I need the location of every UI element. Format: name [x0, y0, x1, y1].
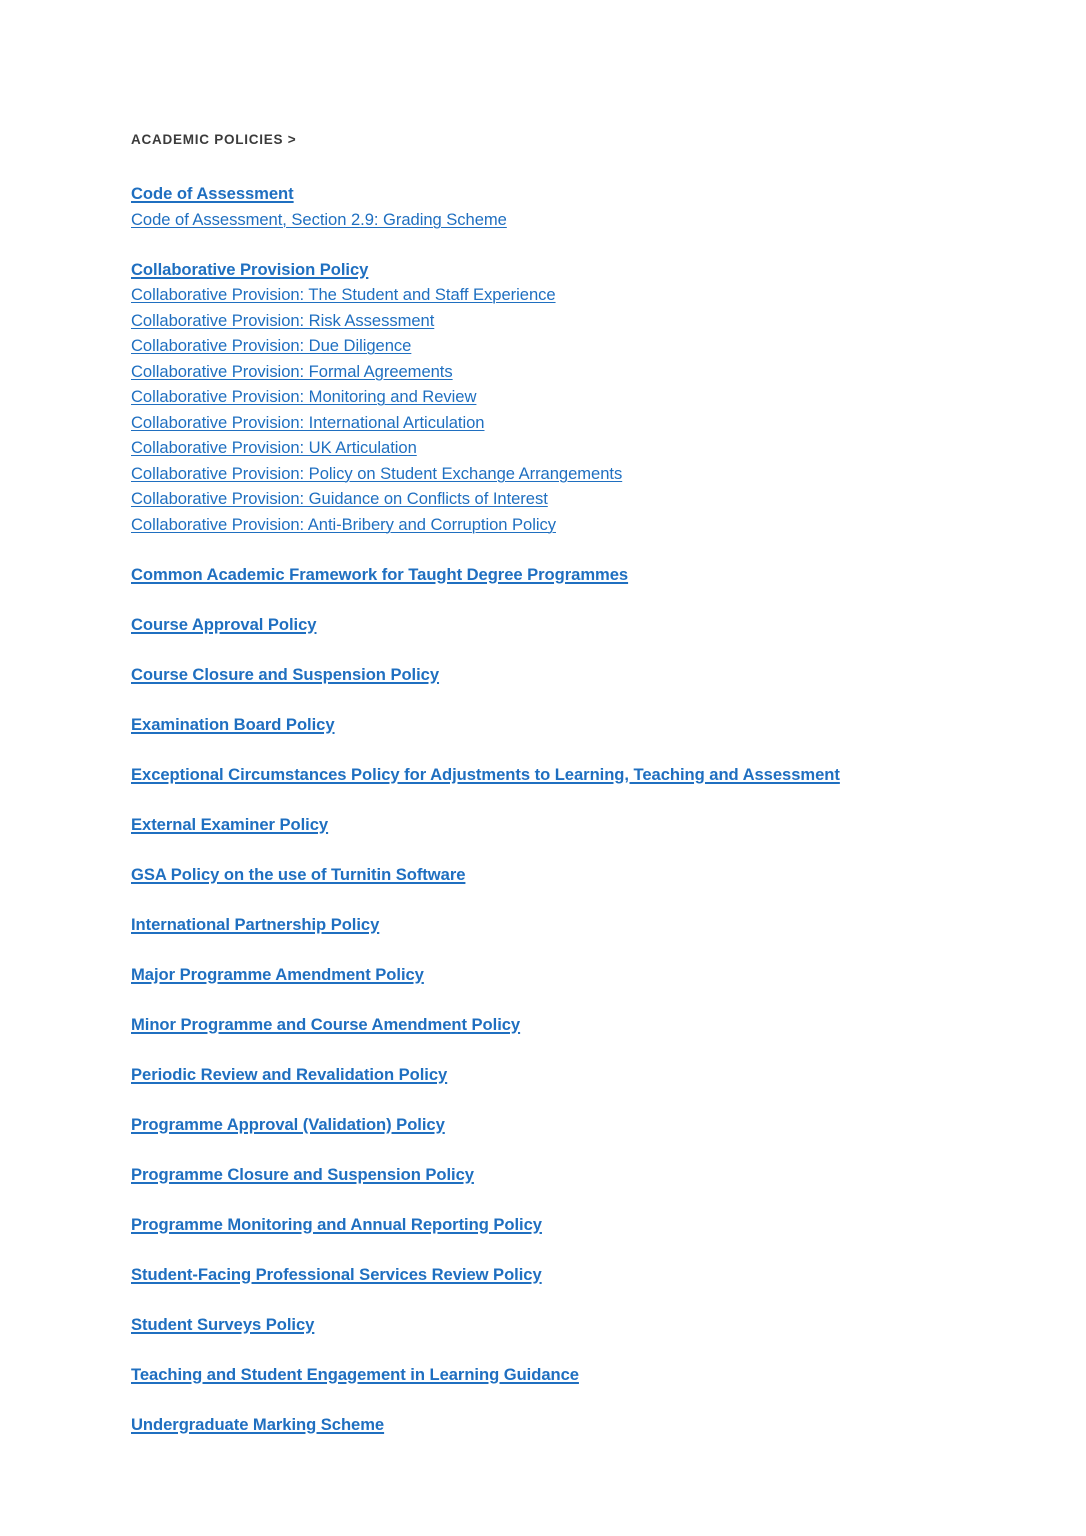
policy-link-primary[interactable]: Undergraduate Marking Scheme	[131, 1414, 385, 1434]
policy-link-line	[131, 1163, 1026, 1189]
policy-group-undergraduate-marking-scheme	[131, 1413, 1026, 1439]
policy-link-primary[interactable]: GSA Policy on the use of Turnitin Software	[131, 864, 466, 884]
policy-link-line	[131, 208, 1026, 234]
policy-link-line	[131, 309, 1026, 335]
policy-group-major-programme-amendment	[131, 963, 1026, 989]
policy-link-primary[interactable]: Teaching and Student Engagement in Learning Guidance	[131, 1364, 579, 1384]
policy-link-primary[interactable]: Programme Closure and Suspension Policy	[131, 1164, 474, 1184]
policy-link-primary[interactable]: Periodic Review and Revalidation Policy	[131, 1064, 448, 1084]
policy-group-collaborative-provision	[131, 258, 1026, 539]
policy-link-sub[interactable]: Collaborative Provision: Monitoring and Review	[131, 387, 477, 406]
policy-group-external-examiner	[131, 813, 1026, 839]
policy-link-line	[131, 1013, 1026, 1039]
policy-link-sub[interactable]: Collaborative Provision: Formal Agreements	[131, 361, 453, 381]
policy-group-common-academic-framework	[131, 563, 1026, 589]
policy-group-periodic-review-and-revalidation	[131, 1063, 1026, 1089]
policy-link-line	[131, 513, 1026, 539]
policy-link-line	[131, 1213, 1026, 1239]
policy-link-sub[interactable]: Collaborative Provision: Policy on Student Exchange Arrangements	[131, 463, 623, 483]
policy-link-primary[interactable]: Common Academic Framework for Taught Degree Programmes	[131, 564, 629, 584]
policy-link-sub[interactable]: Collaborative Provision: The Student and Staff Experience	[131, 285, 556, 304]
policy-link-primary[interactable]: Student Surveys Policy	[131, 1314, 315, 1334]
policy-group-course-closure-and-suspension	[131, 663, 1026, 689]
policy-group-gsa-turnitin	[131, 863, 1026, 889]
policy-group-student-facing-professional-services-review	[131, 1263, 1026, 1289]
policy-link-primary[interactable]: External Examiner Policy	[131, 814, 329, 834]
policy-link-sub[interactable]: Code of Assessment, Section 2.9: Grading Scheme	[131, 209, 507, 229]
policy-link-line	[131, 1363, 1026, 1389]
policy-link-primary[interactable]: International Partnership Policy	[131, 914, 380, 934]
policy-group-programme-approval-validation	[131, 1113, 1026, 1139]
policy-link-line	[131, 1263, 1026, 1289]
policy-link-line	[131, 182, 1026, 208]
policy-link-line	[131, 663, 1026, 689]
policy-link-primary[interactable]: Programme Approval (Validation) Policy	[131, 1114, 445, 1134]
policy-group-minor-programme-and-course-amendment	[131, 1013, 1026, 1039]
policy-link-line	[131, 863, 1026, 889]
policy-link-line	[131, 813, 1026, 839]
policy-link-line	[131, 913, 1026, 939]
policy-link-line	[131, 436, 1026, 462]
policy-link-line	[131, 411, 1026, 437]
policy-link-primary[interactable]: Exceptional Circumstances Policy for Adjustments to Learning, Teaching and Assessment	[131, 764, 840, 784]
policy-link-sub[interactable]: Collaborative Provision: International Articulation	[131, 412, 485, 432]
policy-link-line	[131, 462, 1026, 488]
policy-link-sub[interactable]: Collaborative Provision: Due Diligence	[131, 336, 412, 355]
policy-link-line	[131, 258, 1026, 284]
policy-group-programme-closure-and-suspension	[131, 1163, 1026, 1189]
policy-link-line	[131, 763, 1026, 789]
policy-link-line	[131, 283, 1026, 309]
policy-link-primary[interactable]: Course Approval Policy	[131, 614, 317, 634]
policy-link-primary[interactable]: Minor Programme and Course Amendment Policy	[131, 1014, 521, 1034]
policy-link-primary[interactable]: Major Programme Amendment Policy	[131, 964, 424, 984]
policy-group-teaching-and-student-engagement	[131, 1363, 1026, 1389]
policy-link-line	[131, 360, 1026, 386]
policy-link-line	[131, 385, 1026, 411]
policy-link-line	[131, 963, 1026, 989]
policy-group-student-surveys	[131, 1313, 1026, 1339]
policy-link-line	[131, 713, 1026, 739]
policy-link-line	[131, 1063, 1026, 1089]
policy-link-line	[131, 1313, 1026, 1339]
policy-link-line	[131, 1413, 1026, 1439]
policy-link-primary[interactable]: Examination Board Policy	[131, 714, 335, 734]
policy-link-line	[131, 613, 1026, 639]
page-title: ACADEMIC POLICIES >	[131, 132, 297, 147]
policy-link-sub[interactable]: Collaborative Provision: UK Articulation	[131, 438, 417, 457]
policy-link-line	[131, 563, 1026, 589]
policy-link-sub[interactable]: Collaborative Provision: Guidance on Conflicts of Interest	[131, 489, 548, 508]
policy-group-examination-board	[131, 713, 1026, 739]
policy-link-sub[interactable]: Collaborative Provision: Risk Assessment	[131, 310, 435, 330]
policy-link-primary[interactable]: Code of Assessment	[131, 184, 294, 203]
policy-link-line	[131, 487, 1026, 513]
policy-link-primary[interactable]: Programme Monitoring and Annual Reporting Policy	[131, 1214, 542, 1234]
policy-link-line	[131, 334, 1026, 360]
policy-link-line	[131, 1113, 1026, 1139]
policy-link-sub[interactable]: Collaborative Provision: Anti-Bribery and Corruption Policy	[131, 514, 556, 534]
policy-group-international-partnership	[131, 913, 1026, 939]
policy-link-primary[interactable]: Student-Facing Professional Services Review Policy	[131, 1264, 542, 1284]
policy-group-code-of-assessment	[131, 182, 1026, 233]
policy-group-course-approval	[131, 613, 1026, 639]
policy-group-exceptional-circumstances	[131, 763, 1026, 789]
policy-group-programme-monitoring-and-annual-reporting	[131, 1213, 1026, 1239]
policy-link-primary[interactable]: Course Closure and Suspension Policy	[131, 664, 440, 684]
policy-link-primary[interactable]: Collaborative Provision Policy	[131, 259, 369, 279]
policy-link-list	[131, 182, 1026, 1438]
